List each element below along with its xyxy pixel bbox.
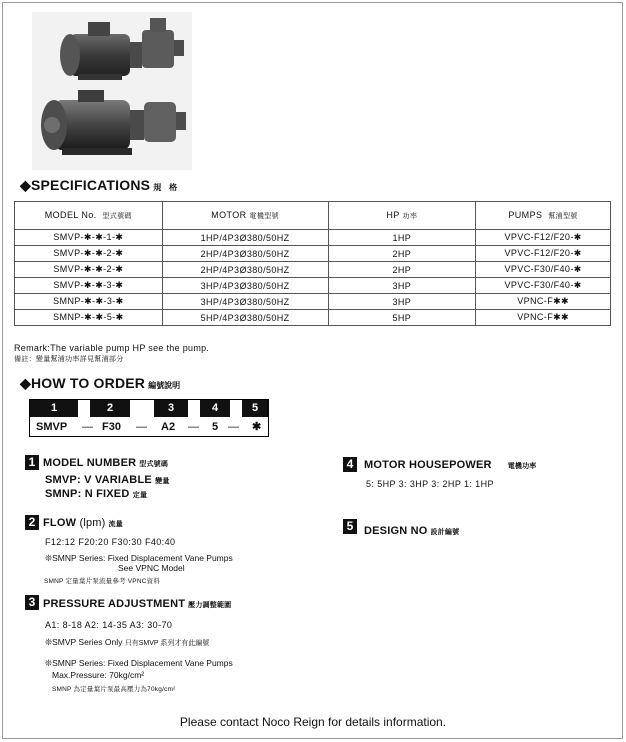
model-variable-text: SMVP: V VARIABLE xyxy=(45,474,152,486)
pressure-note-smnp: ❊SMNP Series: Fixed Displacement Vane Pumps xyxy=(45,658,233,668)
flow-note-model: See VPNC Model xyxy=(118,563,185,573)
remark-text: Remark:The variable pump HP see the pump. xyxy=(14,343,210,353)
header-hp xyxy=(328,202,476,230)
header-cjk: 幫浦型號 xyxy=(548,213,578,220)
cell-hp: 2HP xyxy=(328,246,476,262)
model-variable-cjk: 變量 xyxy=(155,478,170,485)
table-header-row xyxy=(15,202,611,230)
order-position-5: 5 xyxy=(242,400,268,417)
section-5-badge: 5 xyxy=(343,519,357,534)
table-row xyxy=(15,278,611,294)
how-to-order-heading xyxy=(20,375,180,392)
remark-text-cjk: 備註：變量幫浦功率詳見幫浦部分 xyxy=(14,356,124,363)
cell-hp: 3HP xyxy=(328,278,476,294)
header-cjk: 電機型號 xyxy=(249,213,280,220)
cell-hp: 2HP xyxy=(328,262,476,278)
order-position-1: 1 xyxy=(30,400,78,417)
flow-cjk: 流量 xyxy=(108,521,123,528)
specifications-title-cjk: 規 格 xyxy=(153,183,178,192)
cell-model: SMVP-✱-✱-2-✱ xyxy=(15,246,163,262)
flow-title: FLOW xyxy=(43,517,77,529)
order-code-design: ✱ xyxy=(252,421,262,433)
order-code-dash: — xyxy=(228,421,239,433)
cell-model: SMVP-✱-✱-2-✱ xyxy=(15,262,163,278)
cell-hp: 3HP xyxy=(328,294,476,310)
order-code-motor: 5 xyxy=(212,421,219,433)
pressure-note-smvp-text: ❊SMVP Series Only xyxy=(45,637,123,647)
flow-unit: (lpm) xyxy=(79,517,106,529)
order-code-dash: — xyxy=(188,421,199,433)
order-position-2: 2 xyxy=(90,400,130,417)
header-pumps xyxy=(476,202,611,230)
section-1-badge: 1 xyxy=(25,455,39,470)
flow-note: ❊SMNP Series: Fixed Displacement Vane Pumps xyxy=(45,553,233,563)
design-cjk: 設計編號 xyxy=(430,529,460,536)
cell-motor: 3HP/4P3Ø380/50HZ xyxy=(162,294,328,310)
cell-model: SMVP-✱-✱-3-✱ xyxy=(15,278,163,294)
cell-hp: 1HP xyxy=(328,230,476,246)
table-row xyxy=(15,230,611,246)
specifications-table xyxy=(14,201,611,326)
specifications-title: SPECIFICATIONS xyxy=(30,177,151,193)
cell-motor: 5HP/4P3Ø380/50HZ xyxy=(162,310,328,326)
order-code-dash: — xyxy=(136,421,147,433)
flow-note-cjk: SMNP 定量葉片泵流量參考 VPNC資料 xyxy=(44,578,161,585)
cell-pumps: VPVC-F12/F20-✱ xyxy=(476,246,611,262)
pressure-note-cjk: SMNP 為定量葉片泵最高壓力為70kg/cm² xyxy=(52,686,176,693)
cell-pumps: VPNC-F✱✱ xyxy=(476,310,611,326)
header-label: HP xyxy=(386,210,400,220)
section-5-title xyxy=(364,525,459,537)
cell-model: SMNP-✱-✱-5-✱ xyxy=(15,310,163,326)
model-number-cjk: 型式號碼 xyxy=(139,461,169,468)
footer-contact-text: Please contact Noco Reign for details information. xyxy=(179,715,447,729)
section-2-badge: 2 xyxy=(25,515,39,530)
order-position-4: 4 xyxy=(200,400,230,417)
order-position-3: 3 xyxy=(154,400,188,417)
header-model xyxy=(15,202,163,230)
cell-motor: 2HP/4P3Ø380/50HZ xyxy=(162,246,328,262)
section-4-badge: 4 xyxy=(343,457,357,472)
table-row xyxy=(15,246,611,262)
header-label: MOTOR xyxy=(211,210,247,220)
cell-pumps: VPNC-F✱✱ xyxy=(476,294,611,310)
order-code-dash: — xyxy=(82,421,93,433)
order-code-pressure: A2 xyxy=(161,421,176,433)
motor-cjk: 電機功率 xyxy=(507,463,537,470)
header-label: MODEL No. xyxy=(44,210,97,220)
table-row xyxy=(15,262,611,278)
model-line-fixed xyxy=(45,488,147,500)
table-row xyxy=(15,310,611,326)
cell-hp: 5HP xyxy=(328,310,476,326)
how-to-order-title: HOW TO ORDER xyxy=(30,375,146,391)
cell-pumps: VPVC-F30/F40-✱ xyxy=(476,278,611,294)
section-1-title xyxy=(43,457,168,469)
cell-motor: 2HP/4P3Ø380/50HZ xyxy=(162,262,328,278)
pressure-title: PRESSURE ADJUSTMENT xyxy=(43,598,186,610)
header-motor xyxy=(162,202,328,230)
section-3-badge: 3 xyxy=(25,595,39,610)
model-fixed-text: SMNP: N FIXED xyxy=(45,488,130,500)
model-line-variable xyxy=(45,474,170,486)
motor-title: MOTOR HOUSEPOWER xyxy=(364,459,492,471)
pressure-note-smvp-cjk: 只有SMVP 系列才有此編號 xyxy=(124,640,210,647)
cell-motor: 3HP/4P3Ø380/50HZ xyxy=(162,278,328,294)
diamond-bullet-icon: ◆ xyxy=(20,375,31,391)
product-photo xyxy=(32,12,192,170)
order-code-box xyxy=(29,399,269,437)
cell-pumps: VPVC-F30/F40-✱ xyxy=(476,262,611,278)
cell-pumps: VPVC-F12/F20-✱ xyxy=(476,230,611,246)
pressure-cjk: 壓力調整範圍 xyxy=(188,602,232,609)
order-code-flow: F30 xyxy=(102,421,121,433)
pressure-note-smvp xyxy=(45,637,209,648)
motor-values: 5: 5HP 3: 3HP 3: 2HP 1: 1HP xyxy=(366,479,494,489)
how-to-order-title-cjk: 編號說明 xyxy=(148,381,181,390)
flow-values: F12:12 F20:20 F30:30 F40:40 xyxy=(45,537,176,547)
cell-model: SMVP-✱-✱-1-✱ xyxy=(15,230,163,246)
header-cjk: 型式號碼 xyxy=(102,213,132,220)
section-4-title xyxy=(364,459,537,471)
diamond-bullet-icon: ◆ xyxy=(20,177,31,193)
cell-motor: 1HP/4P3Ø380/50HZ xyxy=(162,230,328,246)
model-fixed-cjk: 定量 xyxy=(132,492,148,499)
design-title: DESIGN NO xyxy=(364,525,428,537)
model-number-title: MODEL NUMBER xyxy=(43,457,137,469)
header-cjk: 功率 xyxy=(402,213,418,220)
pressure-values: A1: 8-18 A2: 14-35 A3: 30-70 xyxy=(45,620,173,630)
section-2-title xyxy=(43,517,123,529)
cell-model: SMNP-✱-✱-3-✱ xyxy=(15,294,163,310)
specifications-heading xyxy=(20,177,177,194)
pressure-max: Max.Pressure: 70kg/cm² xyxy=(52,670,145,680)
section-3-title xyxy=(43,598,231,610)
order-code-model: SMVP xyxy=(36,421,68,433)
table-row xyxy=(15,294,611,310)
header-label: PUMPS xyxy=(508,210,543,220)
